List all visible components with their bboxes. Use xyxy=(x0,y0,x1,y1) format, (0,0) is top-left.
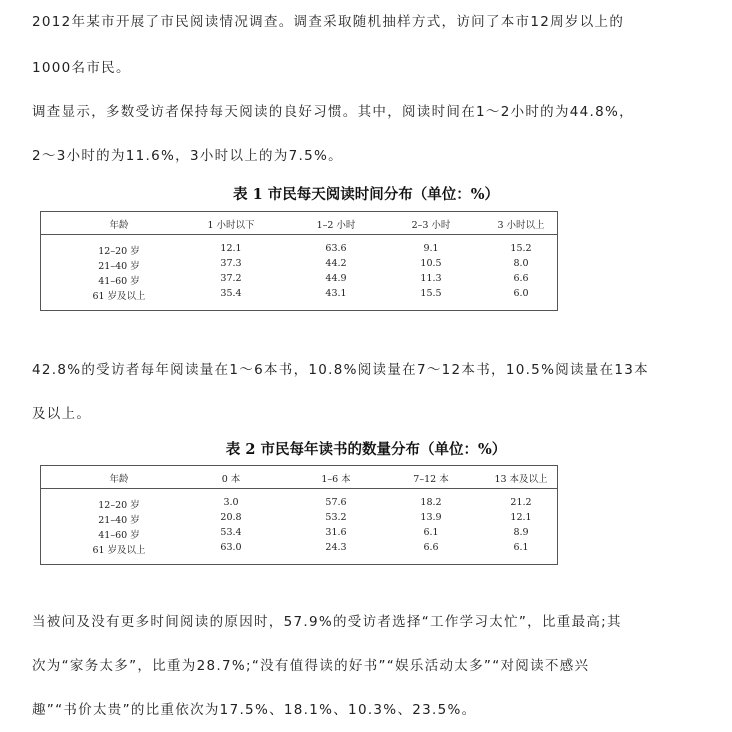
table1-header-cell: 1 小时以下 xyxy=(207,220,255,231)
table-cell: 18.2 xyxy=(420,497,442,508)
table2-header-cell: 年龄 xyxy=(109,474,129,485)
table-cell: 57.6 xyxy=(325,497,347,508)
table-row xyxy=(41,511,557,526)
table-cell: 21–40 岁 xyxy=(98,515,140,526)
table2-header-row xyxy=(41,466,557,488)
table-cell: 15.2 xyxy=(510,243,532,254)
table-cell: 12–20 岁 xyxy=(98,246,140,257)
table-cell: 6.1 xyxy=(423,527,439,538)
paragraph-line: 42.8%的受访者每年阅读量在1～6本书，10.8%阅读量在7～12本书，10.5%阅读量在13本 xyxy=(32,362,649,378)
table-row xyxy=(41,526,557,541)
table1-header-cell: 年龄 xyxy=(109,220,129,231)
table-row xyxy=(41,287,557,302)
table-cell: 44.9 xyxy=(325,273,347,284)
paragraph-line: 趣”“书价太贵”的比重依次为17.5%、18.1%、10.3%、23.5%。 xyxy=(32,702,477,718)
table-cell: 53.4 xyxy=(220,527,242,538)
table-cell: 21–40 岁 xyxy=(98,261,140,272)
table1-header-row xyxy=(41,212,557,234)
table-cell: 3.0 xyxy=(223,497,239,508)
table2-header-cell: 13 本及以上 xyxy=(494,474,548,485)
table-cell: 12–20 岁 xyxy=(98,500,140,511)
table-cell: 10.5 xyxy=(420,258,442,269)
table-cell: 8.9 xyxy=(513,527,529,538)
table2 xyxy=(40,465,558,565)
table2-header-cell: 1–6 本 xyxy=(321,474,351,485)
table-row xyxy=(41,496,557,511)
table2-header-cell: 7–12 本 xyxy=(413,474,449,485)
table1-header-cell: 1–2 小时 xyxy=(316,220,356,231)
table2-caption: 表 2 市民每年读书的数量分布（单位：%） xyxy=(225,441,507,458)
table-cell: 12.1 xyxy=(220,243,242,254)
table-cell: 13.9 xyxy=(420,512,442,523)
table-row xyxy=(41,541,557,556)
table-cell: 53.2 xyxy=(325,512,347,523)
table-cell: 61 岁及以上 xyxy=(92,545,146,556)
table-cell: 8.0 xyxy=(513,258,529,269)
table1-header-cell: 2–3 小时 xyxy=(411,220,451,231)
table-cell: 20.8 xyxy=(220,512,242,523)
table-cell: 6.0 xyxy=(513,288,529,299)
table-row xyxy=(41,242,557,257)
paragraph-line: 2012年某市开展了市民阅读情况调查。调查采取随机抽样方式，访问了本市12周岁以上的 xyxy=(32,14,625,30)
table1-caption: 表 1 市民每天阅读时间分布（单位：%） xyxy=(233,186,499,203)
table-cell: 9.1 xyxy=(423,243,439,254)
table-cell: 21.2 xyxy=(510,497,532,508)
table-cell: 24.3 xyxy=(325,542,347,553)
table1-header-divider xyxy=(41,234,557,235)
table-cell: 12.1 xyxy=(510,512,532,523)
paragraph-line: 1000名市民。 xyxy=(32,60,131,76)
table1 xyxy=(40,211,558,311)
table-cell: 35.4 xyxy=(220,288,242,299)
paragraph-line: 当被问及没有更多时间阅读的原因时，57.9%的受访者选择“工作学习太忙”，比重最高;其 xyxy=(32,614,622,630)
table2-header-divider xyxy=(41,488,557,489)
table-cell: 31.6 xyxy=(325,527,347,538)
table1-header-cell: 3 小时以上 xyxy=(497,220,545,231)
table-cell: 41–60 岁 xyxy=(98,276,140,287)
paragraph-line: 调查显示，多数受访者保持每天阅读的良好习惯。其中，阅读时间在1～2小时的为44.8%， xyxy=(32,104,634,120)
paragraph-line: 2～3小时的为11.6%，3小时以上的为7.5%。 xyxy=(32,148,343,164)
table-row xyxy=(41,272,557,287)
table-cell: 44.2 xyxy=(325,258,347,269)
table-cell: 37.3 xyxy=(220,258,242,269)
paragraph-line: 及以上。 xyxy=(32,406,92,422)
table-cell: 63.0 xyxy=(220,542,242,553)
table-cell: 6.1 xyxy=(513,542,529,553)
table-cell: 15.5 xyxy=(420,288,442,299)
table-cell: 6.6 xyxy=(513,273,529,284)
table-cell: 63.6 xyxy=(325,243,347,254)
table-cell: 6.6 xyxy=(423,542,439,553)
table-cell: 61 岁及以上 xyxy=(92,291,146,302)
paragraph-line: 次为“家务太多”，比重为28.7%;“没有值得读的好书”“娱乐活动太多”“对阅读不感兴 xyxy=(32,658,590,674)
table-cell: 37.2 xyxy=(220,273,242,284)
table2-header-cell: 0 本 xyxy=(221,474,241,485)
table-row xyxy=(41,257,557,272)
table-cell: 43.1 xyxy=(325,288,347,299)
table-cell: 11.3 xyxy=(420,273,442,284)
table-cell: 41–60 岁 xyxy=(98,530,140,541)
